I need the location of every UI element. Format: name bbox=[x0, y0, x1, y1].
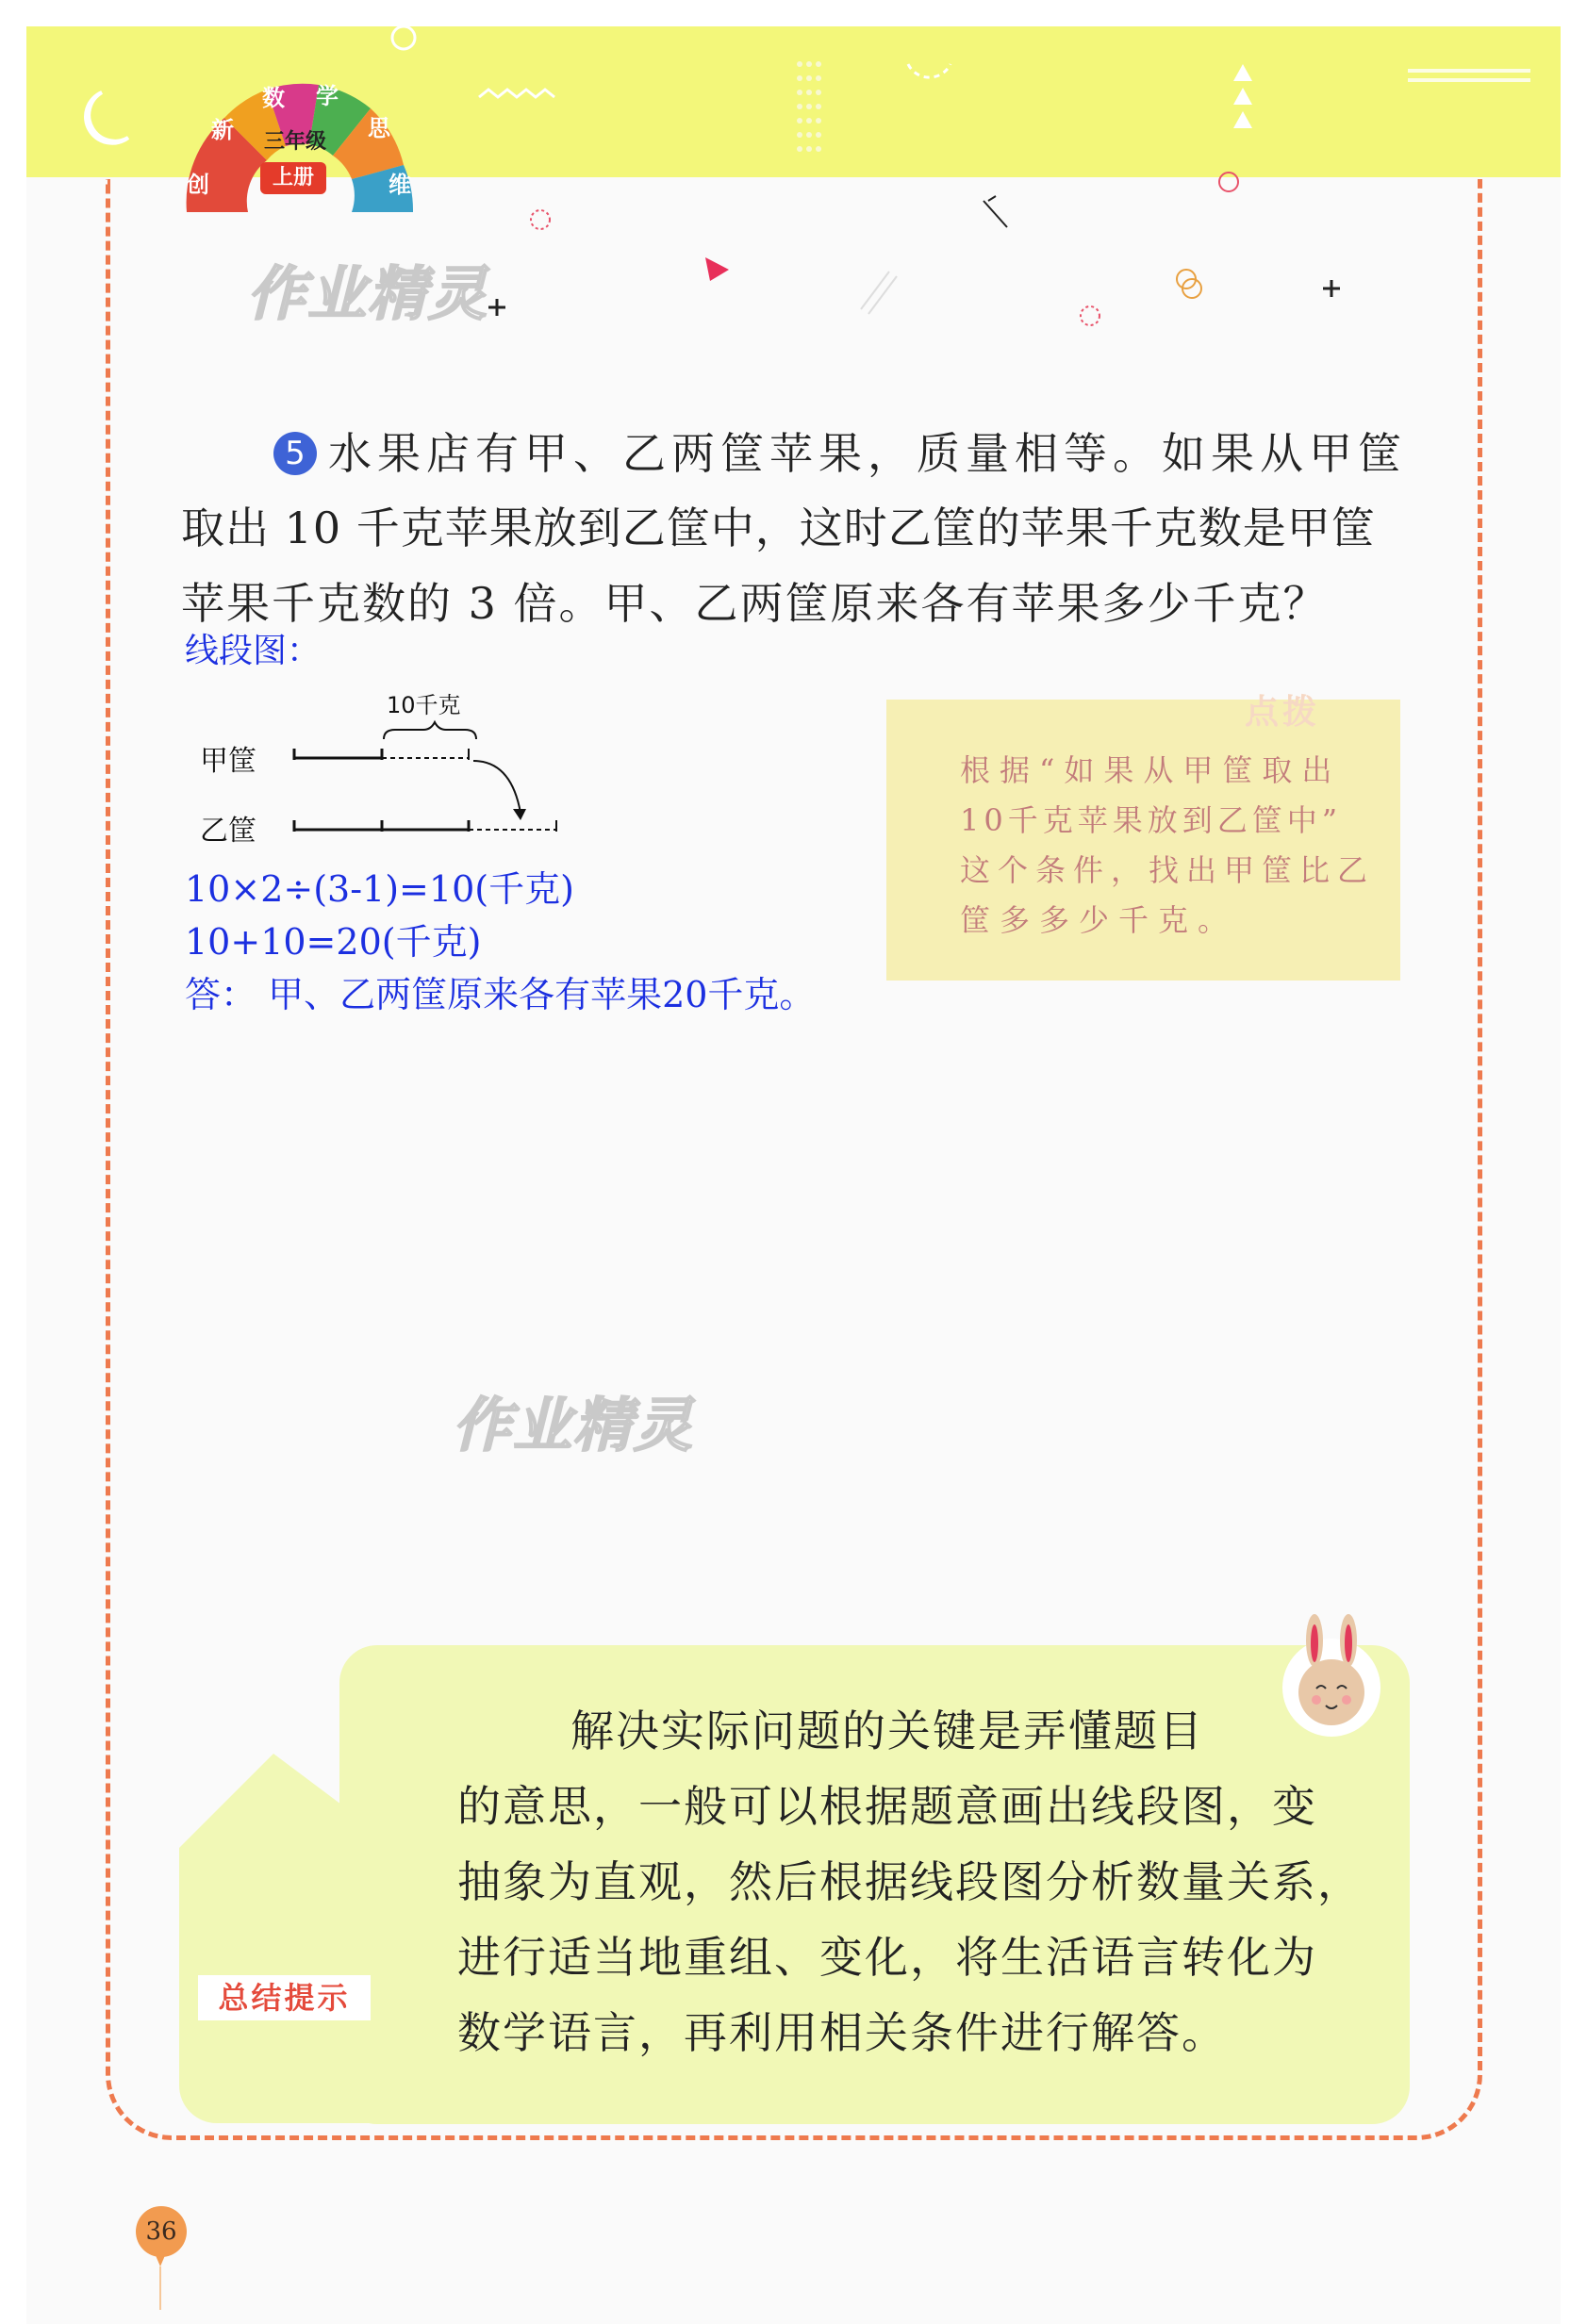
summary-line-2: 的意思，一般可以根据题意画出线段图，变 bbox=[457, 1781, 1317, 1832]
segment-row-jia bbox=[294, 722, 476, 760]
watermark-middle: 作业精灵 bbox=[453, 1391, 695, 1459]
summary-line-1: 解决实际问题的关键是弄懂题目 bbox=[570, 1706, 1204, 1756]
bunny-icon bbox=[1275, 1607, 1388, 1739]
segment-row-yi bbox=[294, 820, 556, 832]
summary-label: 总结提示 bbox=[198, 1975, 371, 2020]
badge-char-6: 维 bbox=[388, 171, 411, 198]
row-label-yi: 乙筐 bbox=[200, 815, 256, 848]
calculation-1: 10×2÷(3-1)=10(千克) bbox=[185, 868, 574, 910]
summary-tab-roof bbox=[179, 1754, 415, 1886]
hint-line-3: 这个条件，找出甲筐比乙 bbox=[960, 852, 1376, 888]
grade-label: 三年级 bbox=[264, 130, 327, 154]
calculation-2: 10+10=20(千克) bbox=[185, 921, 482, 963]
problem-number-badge: 5 bbox=[273, 432, 317, 475]
problem-line-3: 苹果千克数的 3 倍。甲、乙两筐原来各有苹果多少千克？ bbox=[181, 578, 1329, 629]
page-number-pin bbox=[151, 2253, 170, 2310]
brace-label: 10千克 bbox=[387, 692, 461, 718]
problem-line-1 bbox=[273, 420, 1407, 482]
diagram-title: 线段图： bbox=[185, 632, 322, 670]
answer-conclusion: 答： 甲、乙两筐原来各有苹果20千克。 bbox=[185, 974, 816, 1015]
summary-line-4: 进行适当地重组、变化，将生活语言转化为 bbox=[457, 1932, 1317, 1983]
page-number: 36 bbox=[136, 2206, 187, 2257]
problem-text-1: 水果店有甲、乙两筐苹果，质量相等。如果从甲筐 bbox=[328, 428, 1407, 479]
badge-char-2: 新 bbox=[211, 116, 234, 143]
row-label-jia: 甲筐 bbox=[200, 745, 256, 778]
badge-char-4: 学 bbox=[316, 82, 339, 109]
volume-label: 上册 bbox=[260, 162, 326, 194]
summary-line-3: 抽象为直观，然后根据线段图分析数量关系， bbox=[457, 1856, 1363, 1907]
hint-title: 点拨 bbox=[1245, 693, 1321, 732]
hint-line-1: 根据“如果从甲筐取出 bbox=[960, 752, 1342, 788]
problem-line-2: 取出 10 千克苹果放到乙筐中，这时乙筐的苹果千克数是甲筐 bbox=[181, 503, 1376, 553]
badge-char-3: 数 bbox=[262, 84, 285, 111]
hint-line-2: 10千克苹果放到乙筐中” bbox=[960, 802, 1343, 838]
watermark-top: 作业精灵 bbox=[247, 259, 489, 328]
badge-char-1: 创 bbox=[187, 171, 209, 198]
badge-char-5: 思 bbox=[368, 114, 390, 141]
hint-line-4: 筐多多少千克。 bbox=[960, 902, 1238, 938]
summary-line-5: 数学语言，再利用相关条件进行解答。 bbox=[457, 2007, 1227, 2058]
